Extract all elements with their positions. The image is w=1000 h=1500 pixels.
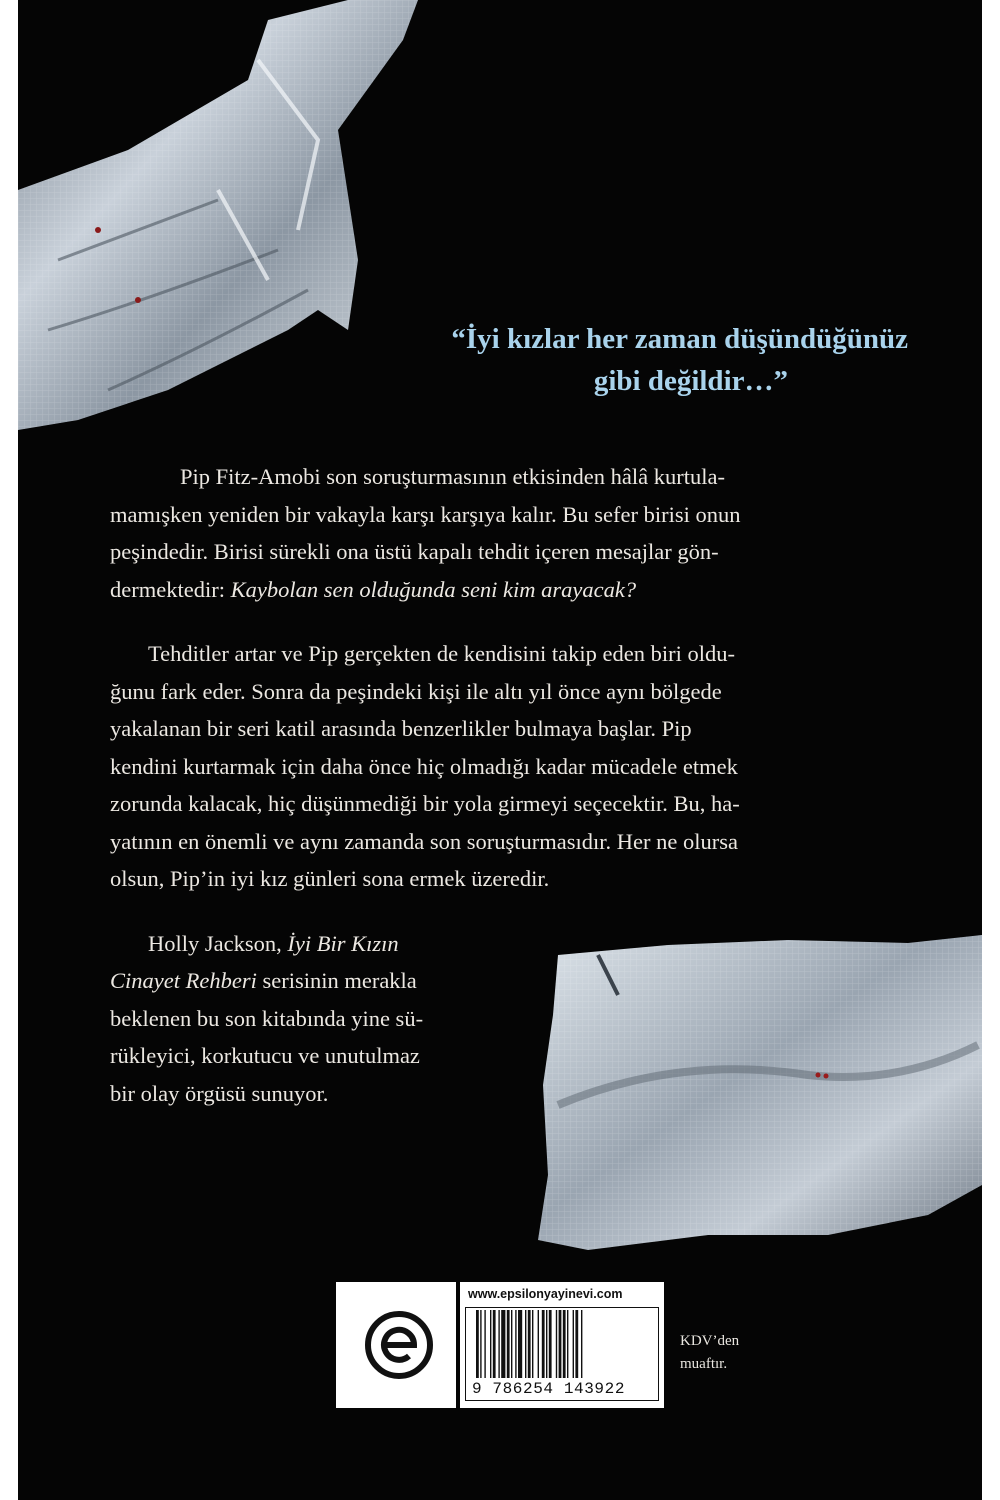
- blurb-line: beklenen bu son kitabında yine sü-: [110, 1005, 424, 1031]
- barcode-frame: [465, 1307, 659, 1401]
- blurb-line: mamışken yeniden bir vakayla karşı karşıya kalır. Bu sefer birisi onun: [110, 501, 741, 527]
- blurb-line: rükleyici, korkutucu ve unutulmaz: [110, 1043, 420, 1068]
- book-back-cover: [18, 0, 982, 1500]
- blurb-line: olsun, Pip’in iyi kız günleri sona ermek üzeredir.: [110, 866, 550, 891]
- tagline-quote: [18, 318, 908, 402]
- blurb-paragraph-2: [110, 635, 915, 898]
- blurb-line: [110, 962, 915, 1000]
- blurb-line: peşindedir. Birisi sürekli ona üstü kapalı tehdit içeren mesajlar gön-: [110, 539, 719, 564]
- blurb-line: Pip Fitz-Amobi son soruşturmasının etkisinden hâlâ kurtula-: [180, 464, 725, 489]
- blurb-text: [110, 458, 915, 1139]
- blurb-paragraph-3: [110, 925, 915, 1113]
- series-title-part-2: Cinayet Rehberi: [110, 968, 257, 993]
- blurb-line: yakalanan bir seri katil arasında benzerlikler bulmaya başlar. Pip: [110, 716, 692, 741]
- blurb-paragraph-1: [110, 458, 915, 608]
- tax-note-line-2: muaftır.: [680, 1356, 728, 1372]
- publisher-logo: [336, 1282, 462, 1408]
- author-name: Holly Jackson,: [148, 930, 288, 956]
- series-title-part-1: İyi Bir Kızın: [287, 930, 399, 956]
- tagline-line-2: gibi değildir…”: [593, 365, 788, 397]
- blurb-line: kendini kurtarmak için daha önce hiç olmadığı kadar mücadele etmek: [110, 753, 738, 779]
- tax-note-line-1: KDV’den: [680, 1333, 740, 1349]
- blurb-line: bir olay örgüsü sunuyor.: [110, 1080, 329, 1106]
- epsilon-logo-icon: [363, 1309, 435, 1381]
- blurb-line: Tehditler artar ve Pip gerçekten de kendisini takip eden biri oldu-: [148, 641, 735, 666]
- blurb-italic-question: Kaybolan sen olduğunda seni kim arayacak?: [230, 576, 637, 602]
- blurb-line-end: serisinin merakla: [256, 968, 417, 993]
- blurb-line-start: dermektedir:: [110, 576, 231, 602]
- tax-exempt-note: [680, 1330, 739, 1376]
- blurb-line: [110, 925, 915, 963]
- blurb-line: yatının en önemli ve aynı zamanda son soruşturmasıdır. Her ne olursa: [110, 828, 738, 854]
- tagline-line-1: “İyi kızlar her zaman düşündüğünüz: [451, 323, 908, 355]
- publisher-website: www.epsilonyayinevi.com: [468, 1287, 623, 1301]
- barcode-bars-icon: [466, 1310, 657, 1380]
- blurb-line: [110, 571, 915, 609]
- barcode-panel: [456, 1282, 664, 1408]
- blurb-line: ğunu fark eder. Sonra da peşindeki kişi ile altı yıl önce aynı bölgede: [110, 678, 722, 704]
- blurb-line: zorunda kalacak, hiç düşünmediği bir yola girmeyi seçecektir. Bu, ha-: [110, 791, 740, 816]
- isbn-number: 9 786254 143922: [472, 1380, 656, 1398]
